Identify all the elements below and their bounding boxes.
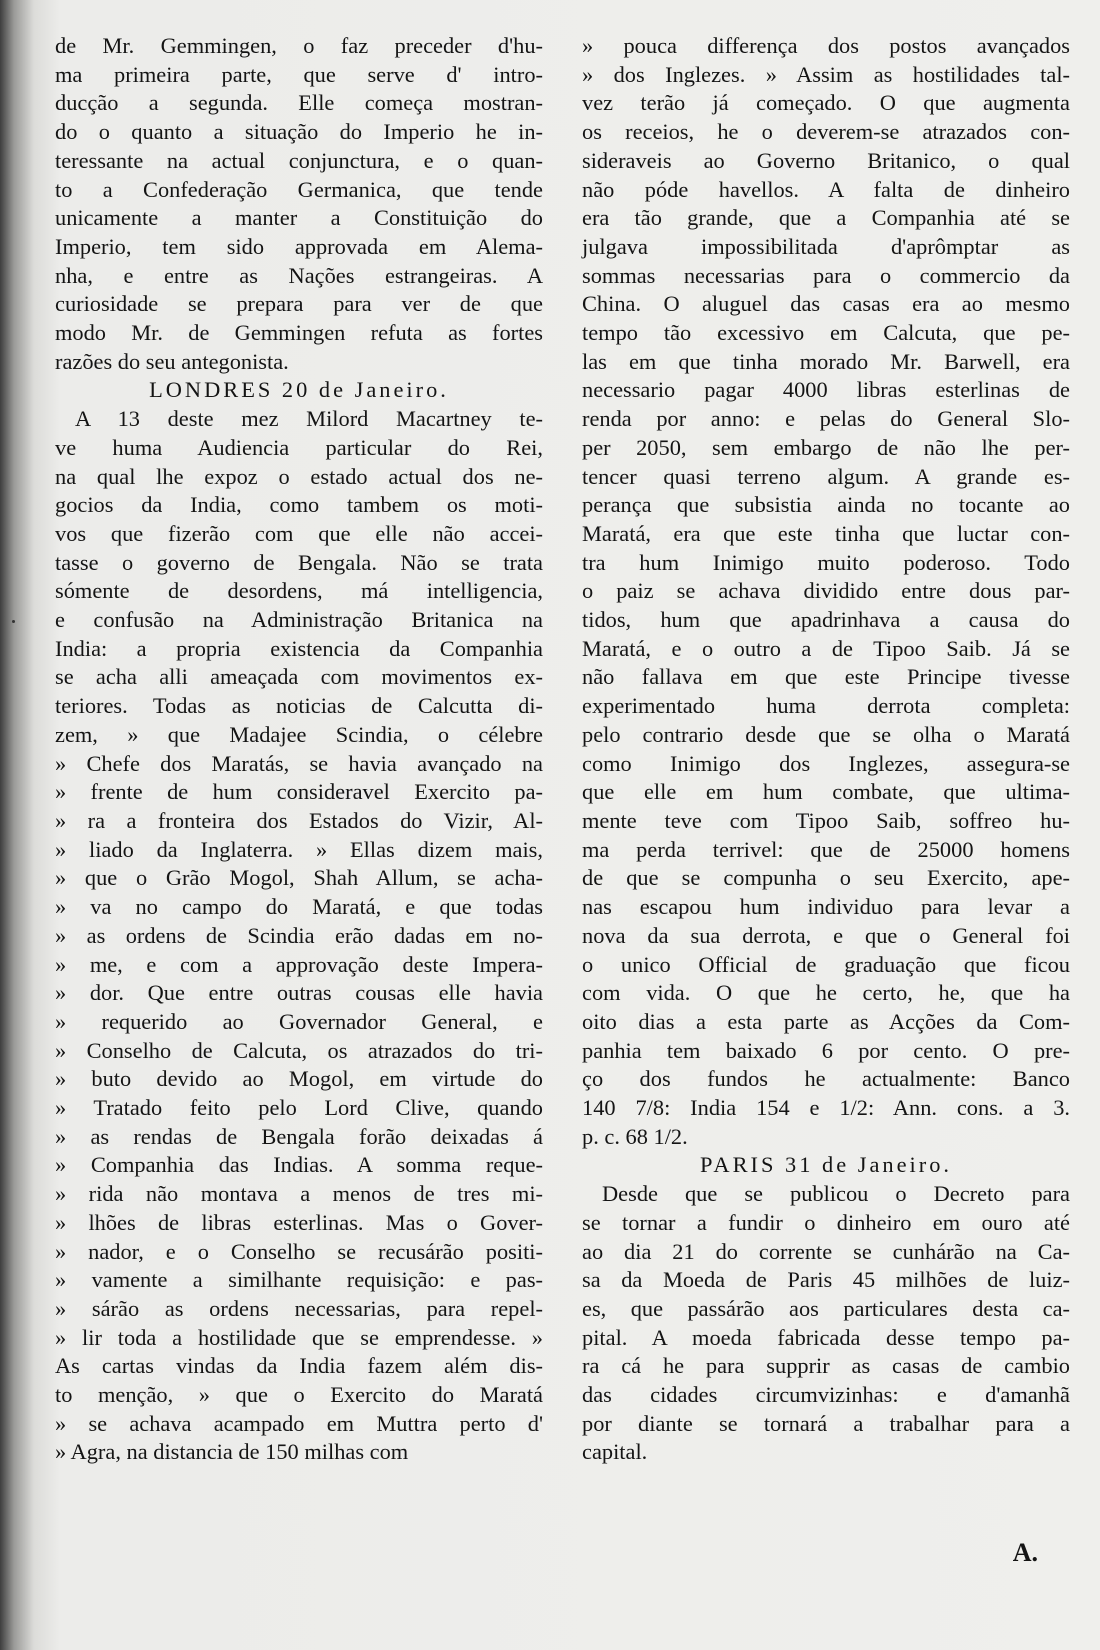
text-line: Desde que se publicou o Decreto para (602, 1181, 1070, 1207)
text-line: ra cá he para supprir as casas de cambio (582, 1353, 1070, 1379)
text-line: do o quanto a situação do Imperio he in- (55, 119, 543, 145)
text-line: 140 7/8: India 154 e 1/2: Ann. cons. a 3. (582, 1095, 1070, 1121)
text-line: tempo tão excessivo em Calcuta, que pe- (582, 320, 1070, 346)
text-line: experimentado huma derrota completa: (582, 693, 1070, 719)
text-line: curiosidade se prepara para ver de que (55, 291, 543, 317)
left-paragraph-1 (55, 32, 543, 376)
text-line: es, que passárão aos particulares desta ca- (582, 1295, 1070, 1321)
catchword: A. (1012, 1538, 1038, 1567)
text-line: Imperio, tem sido approvada em Alema- (55, 233, 543, 259)
text-line: tra hum Inimigo muito poderoso. Todo (582, 549, 1070, 575)
text-line: » rida não montava a menos de tres mi- (55, 1181, 543, 1207)
text-line: de Mr. Gemmingen, o faz preceder d'hu- (55, 33, 543, 58)
text-line: » as ordens de Scindia erão dadas em no- (55, 922, 543, 948)
text-line: zem, » que Madajee Scindia, o célebre (55, 721, 543, 747)
text-line: As cartas vindas da India fazem além dis- (55, 1353, 543, 1379)
text-line: nas escapou hum individuo para levar a (582, 894, 1070, 920)
text-line: nha, e entre as Nações estrangeiras. A (55, 262, 543, 288)
text-line: perança que subsistia ainda no tocante ao (582, 492, 1070, 518)
text-line: » requerido ao Governador General, e (55, 1008, 543, 1034)
text-line: tidos, hum que apadrinhava a causa do (582, 607, 1070, 633)
left-paragraph-2 (55, 405, 543, 1467)
text-line: sa da Moeda de Paris 45 milhões de luiz- (582, 1267, 1070, 1293)
text-line: o unico Official de graduação que ficou (582, 951, 1070, 977)
text-line: como Inimigo dos Inglezes, assegura-se (582, 750, 1070, 776)
text-line: » Tratado feito pelo Lord Clive, quando (55, 1095, 543, 1121)
text-line: tasse o governo de Bengala. Não se trata (55, 549, 543, 575)
text-line: » sárão as ordens necessarias, para repel- (55, 1295, 543, 1321)
text-line: capital. (582, 1439, 648, 1465)
text-line: mente teve com Tipoo Saib, soffreo hu- (582, 807, 1070, 833)
text-line: o paiz se achava dividido entre dous par- (582, 578, 1070, 604)
text-line: A 13 deste mez Milord Macartney te- (75, 406, 543, 432)
text-line: ma perda terrivel: que de 25000 homens (582, 836, 1070, 862)
text-line: » ra a fronteira dos Estados do Vizir, Al- (55, 807, 543, 833)
text-line: » que o Grão Mogol, Shah Allum, se acha- (55, 865, 543, 891)
text-line: e confusão na Administração Britanica na (55, 607, 543, 633)
text-line: teressante na actual conjunctura, e o quan- (55, 147, 543, 173)
text-line: com vida. O que he certo, he, que ha (582, 980, 1070, 1006)
page-speck (12, 620, 15, 623)
text-line: » me, e com a approvação deste Impera- (55, 951, 543, 977)
text-line: » Chefe dos Maratás, se havia avançado na (55, 750, 543, 776)
text-line: Maratá, era que este tinha que luctar con- (582, 520, 1070, 546)
right-column (582, 32, 1070, 1467)
text-line: os receios, he o deverem-se atrazados con- (582, 119, 1070, 145)
paris-dateline: PARIS 31 de Janeiro. (700, 1152, 952, 1178)
text-line: necessario pagar 4000 libras esterlinas de (582, 377, 1070, 403)
text-line: razões do seu antegonista. (55, 348, 289, 374)
text-line: » Conselho de Calcuta, os atrazados do tri- (55, 1037, 543, 1063)
text-line: » dos Inglezes. » Assim as hostilidades tal- (582, 61, 1070, 87)
text-line: das cidades circumvizinhas: e d'amanhã (582, 1382, 1070, 1408)
text-line: ço dos fundos he actualmente: Banco (582, 1066, 1070, 1092)
text-line: pital. A moeda fabricada desse tempo pa- (582, 1324, 1070, 1350)
text-line: » lhões de libras esterlinas. Mas o Gover- (55, 1209, 543, 1235)
text-line: ducção a segunda. Elle começa mostran- (55, 90, 543, 116)
text-line: teriores. Todas as noticias de Calcutta di- (55, 693, 543, 719)
text-line: de que se compunha o seu Exercito, ape- (582, 865, 1070, 891)
text-line: não fallava em que este Principe tivesse (582, 664, 1070, 690)
text-line: julgava impossibilitada d'aprômptar as (582, 233, 1070, 259)
text-line: era tão grande, que a Companhia até se (582, 205, 1070, 231)
text-line: na qual lhe expoz o estado actual dos ne- (55, 463, 543, 489)
text-line: per 2050, sem embargo de não lhe per- (582, 434, 1070, 460)
text-line: » liado da Inglaterra. » Ellas dizem mais, (55, 836, 543, 862)
text-line: ve huma Audiencia particular do Rei, (55, 434, 543, 460)
text-line: » se achava acampado em Muttra perto d' (55, 1410, 543, 1436)
text-line: » vamente a similhante requisição: e pas- (55, 1267, 543, 1293)
text-line: oito dias a esta parte as Acções da Com- (582, 1008, 1070, 1034)
text-line: las em que tinha morado Mr. Barwell, era (582, 348, 1070, 374)
text-line: renda por anno: e pelas do General Slo- (582, 406, 1070, 432)
text-line: » Agra, na distancia de 150 milhas com (55, 1439, 409, 1465)
text-line: to menção, » que o Exercito do Maratá (55, 1382, 543, 1408)
text-line: » buto devido ao Mogol, em virtude do (55, 1066, 543, 1092)
text-line: Maratá, e o outro a de Tipoo Saib. Já se (582, 635, 1070, 661)
text-line: » pouca differença dos postos avançados (582, 33, 1070, 58)
text-line: ma primeira parte, que serve d' intro- (55, 61, 543, 87)
text-line: » dor. Que entre outras cousas elle havia (55, 980, 543, 1006)
text-line: to a Confederação Germanica, que tende (55, 176, 543, 202)
text-line: gocios da India, como tambem os moti- (55, 492, 543, 518)
right-paragraph-2 (582, 1180, 1070, 1467)
london-dateline: LONDRES 20 de Janeiro. (149, 377, 449, 403)
text-line: » lir toda a hostilidade que se emprendesse. » (55, 1324, 543, 1350)
text-line: China. O aluguel das casas era ao mesmo (582, 291, 1070, 317)
text-line: vez terão já começado. O que augmenta (582, 90, 1070, 116)
text-line: por diante se tornará a trabalhar para a (582, 1410, 1070, 1436)
text-line: se tornar a fundir o dinheiro em ouro até (582, 1209, 1070, 1235)
text-line: sómente de desordens, má intelligencia, (55, 578, 543, 604)
text-line: India: a propria existencia da Companhia (55, 635, 543, 661)
text-line: » Companhia das Indias. A somma reque- (55, 1152, 543, 1178)
text-line: modo Mr. de Gemmingen refuta as fortes (55, 320, 543, 346)
text-line: » as rendas de Bengala forão deixadas á (55, 1123, 543, 1149)
text-line: nova da sua derrota, e que o General foi (582, 922, 1070, 948)
text-line: panhia tem baixado 6 por cento. O pre- (582, 1037, 1070, 1063)
text-line: » va no campo do Maratá, e que todas (55, 894, 543, 920)
text-line: » frente de hum consideravel Exercito pa- (55, 779, 543, 805)
text-line: unicamente a manter a Constituição do (55, 205, 543, 231)
text-line: se acha alli ameaçada com movimentos ex- (55, 664, 543, 690)
text-line: não póde havellos. A falta de dinheiro (582, 176, 1070, 202)
left-column (55, 32, 543, 1467)
text-line: ao dia 21 do corrente se cunhárão na Ca- (582, 1238, 1070, 1264)
text-line: » nador, e o Conselho se recusárão positi- (55, 1238, 543, 1264)
text-line: pelo contrario desde que se olha o Maratá (582, 721, 1070, 747)
text-line: sideraveis ao Governo Britanico, o qual (582, 147, 1070, 173)
text-line: sommas necessarias para o commercio da (582, 262, 1070, 288)
text-line: tencer quasi terreno algum. A grande es- (582, 463, 1070, 489)
right-paragraph-1 (582, 32, 1070, 1151)
text-line: que elle em hum combate, que ultima- (582, 779, 1070, 805)
text-line: p. c. 68 1/2. (582, 1123, 688, 1149)
text-line: vos que fizerão com que elle não accei- (55, 520, 543, 546)
